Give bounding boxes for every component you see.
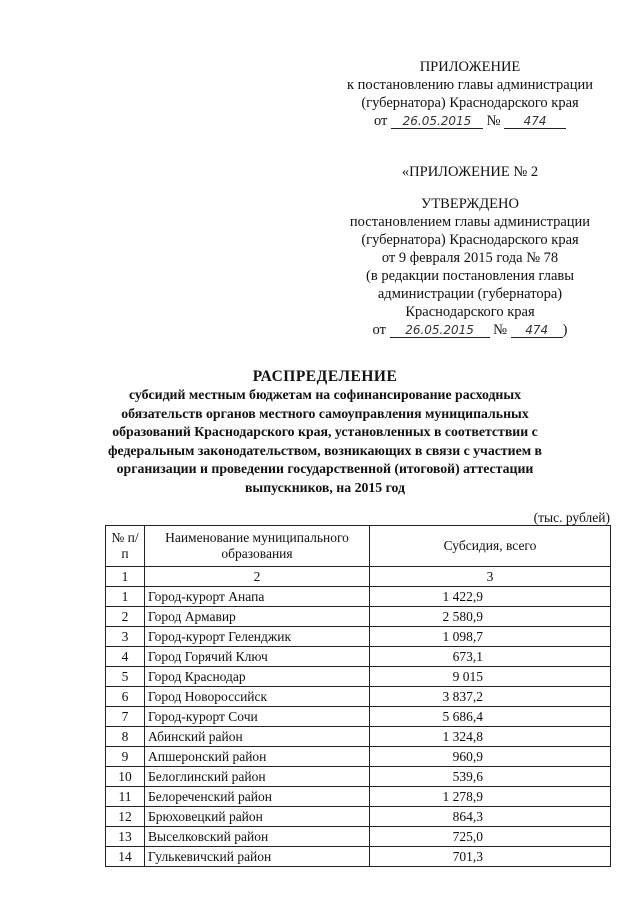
handwritten-number: 474	[511, 323, 563, 338]
appendix-line-2: (губернатора) Краснодарского края	[361, 95, 579, 111]
row-value-cell	[370, 687, 611, 707]
col-number: 2	[145, 567, 370, 587]
row-name: Город Новороссийск	[145, 687, 370, 707]
row-value-cell	[370, 607, 611, 627]
appendix-date-line: от 26.05.2015 № 474	[330, 112, 610, 130]
table-row	[106, 647, 611, 667]
row-value: 673,1	[452, 648, 483, 664]
appendix-title: ПРИЛОЖЕНИЕ	[419, 59, 521, 75]
table-row	[106, 687, 611, 707]
row-number: 6	[106, 687, 145, 707]
row-number: 4	[106, 647, 145, 667]
row-number: 7	[106, 707, 145, 727]
document-subtitle	[95, 386, 555, 497]
row-name: Выселковский район	[145, 827, 370, 847]
table-row	[106, 707, 611, 727]
subsidy-table	[105, 525, 611, 867]
row-value: 2 580,9	[442, 608, 483, 624]
row-value: 1 278,9	[442, 788, 483, 804]
appendix-header	[330, 58, 610, 130]
row-number: 13	[106, 827, 145, 847]
header-name: Наименование муниципального образования	[145, 526, 370, 567]
row-name: Белореченский район	[145, 787, 370, 807]
table-row	[106, 787, 611, 807]
row-name: Город Краснодар	[145, 667, 370, 687]
row-name: Город-курорт Геленджик	[145, 627, 370, 647]
row-value-cell	[370, 727, 611, 747]
row-value-cell	[370, 747, 611, 767]
row-value: 3 837,2	[442, 688, 483, 704]
table-row	[106, 767, 611, 787]
row-value-cell	[370, 767, 611, 787]
table-row	[106, 807, 611, 827]
handwritten-date: 26.05.2015	[390, 323, 490, 338]
row-number: 11	[106, 787, 145, 807]
row-name: Апшеронский район	[145, 747, 370, 767]
row-value-cell	[370, 647, 611, 667]
approved-line-3: от 9 февраля 2015 года № 78	[381, 250, 559, 266]
table-row	[106, 627, 611, 647]
row-value: 864,3	[452, 808, 483, 824]
row-value-cell	[370, 807, 611, 827]
document-heading: РАСПРЕДЕЛЕНИЕ	[252, 368, 398, 385]
appendix2-title: «ПРИЛОЖЕНИЕ № 2	[401, 164, 539, 180]
subtitle-line: образований Краснодарского края, установленных в соответствии с	[112, 424, 538, 439]
row-value-cell	[370, 587, 611, 607]
row-value-cell	[370, 627, 611, 647]
row-name: Брюховецкий район	[145, 807, 370, 827]
row-name: Город-курорт Сочи	[145, 707, 370, 727]
approval-block	[320, 195, 620, 339]
approved-line-4: (в редакции постановления главы	[366, 268, 574, 284]
handwritten-date: 26.05.2015	[391, 114, 483, 129]
row-number: 8	[106, 727, 145, 747]
approved-line-1: постановлением главы администрации	[349, 214, 591, 230]
subtitle-line: выпускников, на 2015 год	[244, 479, 406, 495]
subtitle-line: обязательств органов местного самоуправления муниципальных	[121, 405, 529, 421]
row-number: 1	[106, 587, 145, 607]
row-value-cell	[370, 787, 611, 807]
approved-title: УТВЕРЖДЕНО	[421, 196, 519, 212]
table-row	[106, 847, 611, 867]
appendix-line-1: к постановлению главы администрации	[346, 77, 594, 93]
row-value: 1 422,9	[442, 588, 483, 604]
table-row	[106, 667, 611, 687]
row-number: 14	[106, 847, 145, 867]
table-row	[106, 827, 611, 847]
header-number: № п/п	[106, 526, 145, 567]
subtitle-line: субсидий местным бюджетам на софинансирование расходных	[128, 387, 522, 402]
row-value: 5 686,4	[442, 708, 483, 724]
row-value: 725,0	[452, 828, 483, 844]
subtitle-line: организации и проведении государственной (итоговой) аттестации	[116, 461, 534, 476]
table-row	[106, 747, 611, 767]
column-number-row	[106, 567, 611, 587]
row-number: 3	[106, 627, 145, 647]
table-row	[106, 727, 611, 747]
row-value-cell	[370, 847, 611, 867]
row-number: 12	[106, 807, 145, 827]
table-row	[106, 587, 611, 607]
row-value: 960,9	[452, 748, 483, 764]
row-value: 701,3	[452, 848, 483, 864]
row-value-cell	[370, 827, 611, 847]
row-value: 539,6	[452, 768, 483, 784]
row-name: Белоглинский район	[145, 767, 370, 787]
header-subsidy: Субсидия, всего	[370, 526, 611, 567]
approved-line-2: (губернатора) Краснодарского края	[361, 232, 579, 248]
approved-line-5: администрации (губернатора)	[377, 286, 563, 302]
row-value: 9 015	[452, 668, 483, 684]
units-label: (тыс. рублей)	[533, 510, 610, 525]
col-number: 3	[370, 567, 611, 587]
table-row	[106, 607, 611, 627]
handwritten-number: 474	[504, 114, 566, 129]
row-value: 1 098,7	[442, 628, 483, 644]
row-number: 10	[106, 767, 145, 787]
approved-date-line: от 26.05.2015 № 474 )	[372, 322, 568, 338]
row-number: 9	[106, 747, 145, 767]
row-value: 1 324,8	[442, 728, 483, 744]
row-value-cell	[370, 707, 611, 727]
row-name: Город-курорт Анапа	[145, 587, 370, 607]
row-number: 2	[106, 607, 145, 627]
row-number: 5	[106, 667, 145, 687]
table-header-row	[106, 526, 611, 567]
row-value-cell	[370, 667, 611, 687]
row-name: Абинский район	[145, 727, 370, 747]
approved-line-6: Краснодарского края	[405, 304, 535, 320]
row-name: Город Горячий Ключ	[145, 647, 370, 667]
appendix2-header	[330, 163, 610, 181]
subtitle-line: федеральным законодательством, возникающих в связи с участием в	[107, 442, 543, 458]
table-body	[106, 587, 611, 867]
row-name: Город Армавир	[145, 607, 370, 627]
col-number: 1	[106, 567, 145, 587]
row-name: Гулькевичский район	[145, 847, 370, 867]
